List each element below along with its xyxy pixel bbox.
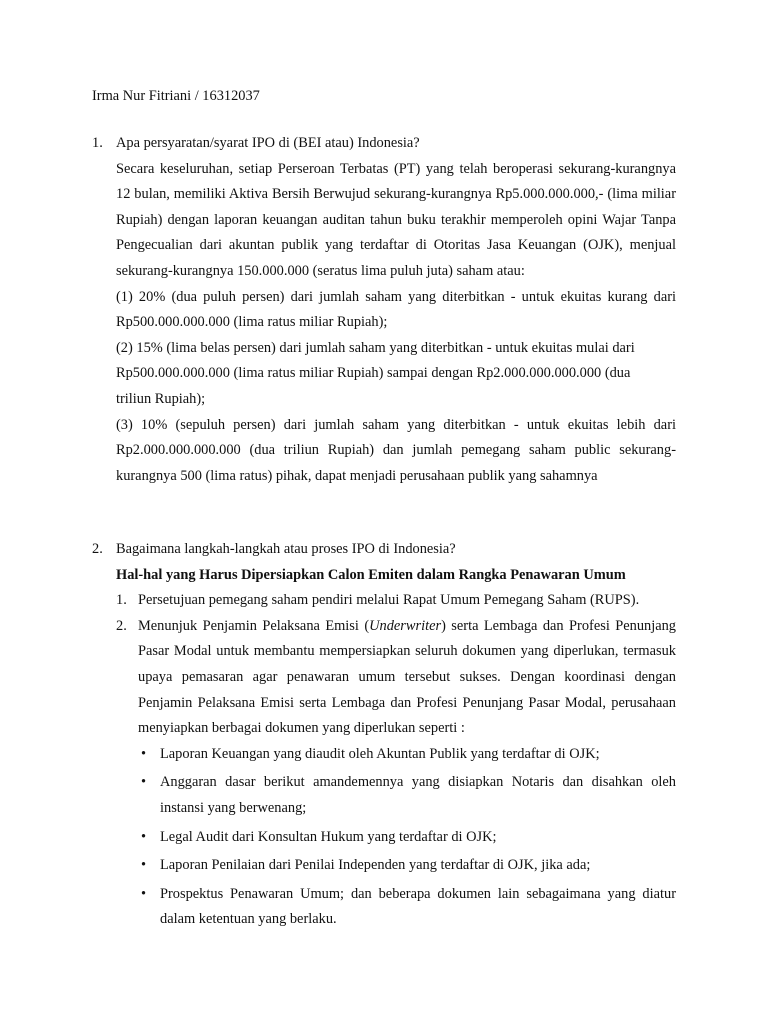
answer-1-point-2-line-2: Rp500.000.000.000 (lima ratus miliar Rupiah) sampai dengan Rp2.000.000.000.000 (dua xyxy=(116,365,631,382)
answer-2-item-1-number: 1. xyxy=(116,592,127,609)
bullet-text: Legal Audit dari Konsultan Hukum yang terdaftar di OJK; xyxy=(160,828,497,845)
bullet-item xyxy=(138,882,676,933)
answer-1-point-2-line-1: (2) 15% (lima belas persen) dari jumlah saham yang diterbitkan - untuk ekuitas mulai dari xyxy=(116,339,635,356)
bullet-icon: • xyxy=(141,774,147,791)
question-2-text: Bagaimana langkah-langkah atau proses IPO di Indonesia? xyxy=(116,541,456,557)
item-2-text-after: ) serta Lembaga dan Profesi Penunjang Pasar Modal untuk membantu mempersiapkan seluruh dokumen yang diperlukan, termasuk upaya pemasaran agar penawaran umum tersebut sukses. Dengan koordinasi dengan Penjamin Pelaksana Emisi serta Lembaga dan Profesi Penunjang Pasar Modal, perusahaan menyiapkan berbagai dokumen yang diperlukan seperti : xyxy=(138,617,676,737)
bullet-text: Anggaran dasar berikut amandemennya yang disiapkan Notaris dan disahkan oleh instansi yang berwenang; xyxy=(160,774,676,816)
answer-2-item-2-text xyxy=(138,614,676,742)
bullet-item xyxy=(138,770,676,821)
bullet-text: Laporan Keuangan yang diaudit oleh Akuntan Publik yang terdaftar di OJK; xyxy=(160,745,600,762)
question-1-number: 1. xyxy=(92,135,103,151)
document-bullet-list xyxy=(138,742,676,933)
bullet-item xyxy=(138,742,676,768)
underwriter-term: Underwriter xyxy=(369,617,442,634)
bullet-icon: • xyxy=(141,857,147,874)
question-2-section xyxy=(92,537,676,933)
question-1-section xyxy=(92,131,676,489)
item-2-text-before: Menunjuk Penjamin Pelaksana Emisi ( xyxy=(138,617,370,634)
bullet-text: Laporan Penilaian dari Penilai Independen yang terdaftar di OJK, jika ada; xyxy=(160,857,591,874)
answer-1-point-3: (3) 10% (sepuluh persen) dari jumlah saham yang diterbitkan - untuk ekuitas lebih dari Rp2.000.000.000.000 (dua triliun Rupiah) dan jumlah pemegang saham public sekurang-kurangnya 500 (lima ratus) pihak, dapat menjadi perusahaan publik yang sahamnya xyxy=(116,416,676,484)
bullet-item xyxy=(138,853,676,879)
author-line: Irma Nur Fitriani / 16312037 xyxy=(92,88,260,104)
answer-2-item-1-text: Persetujuan pemegang saham pendiri melalui Rapat Umum Pemegang Saham (RUPS). xyxy=(138,592,640,609)
question-1-body xyxy=(116,131,676,489)
answer-2-item-1 xyxy=(116,588,676,614)
bullet-icon: • xyxy=(141,885,147,902)
answer-1-point-2-line-3: triliun Rupiah); xyxy=(116,390,206,407)
answer-1-intro: Secara keseluruhan, setiap Perseroan Terbatas (PT) yang telah beroperasi sekurang-kurangnya 12 bulan, memiliki Aktiva Bersih Berwujud sekurang-kurangnya Rp5.000.000.000,- (lima miliar Rupiah) dengan laporan keuangan auditan tahun buku terakhir memperoleh opini Wajar Tanpa Pengecualian dari akuntan publik yang terdaftar di Otoritas Jasa Keuangan (OJK), menjual sekurang-kurangnya 150.000.000 (seratus lima puluh juta) saham atau: xyxy=(116,160,676,279)
question-2-number: 2. xyxy=(92,541,103,557)
answer-2-item-2-number: 2. xyxy=(116,617,127,634)
bullet-icon: • xyxy=(141,828,147,845)
question-2-body xyxy=(116,537,676,933)
bullet-item xyxy=(138,825,676,851)
answer-2-item-2 xyxy=(116,614,676,933)
answer-1-point-1: (1) 20% (dua puluh persen) dari jumlah saham yang diterbitkan - untuk ekuitas kurang dari Rp500.000.000.000 (lima ratus miliar Rupiah); xyxy=(116,288,676,331)
bullet-icon: • xyxy=(141,745,147,762)
bullet-text: Prospektus Penawaran Umum; dan beberapa dokumen lain sebagaimana yang diatur dalam ketentuan yang berlaku. xyxy=(160,885,676,928)
question-1-text: Apa persyaratan/syarat IPO di (BEI atau) Indonesia? xyxy=(116,135,420,151)
answer-2-heading: Hal-hal yang Harus Dipersiapkan Calon Emiten dalam Rangka Penawaran Umum xyxy=(116,566,626,583)
